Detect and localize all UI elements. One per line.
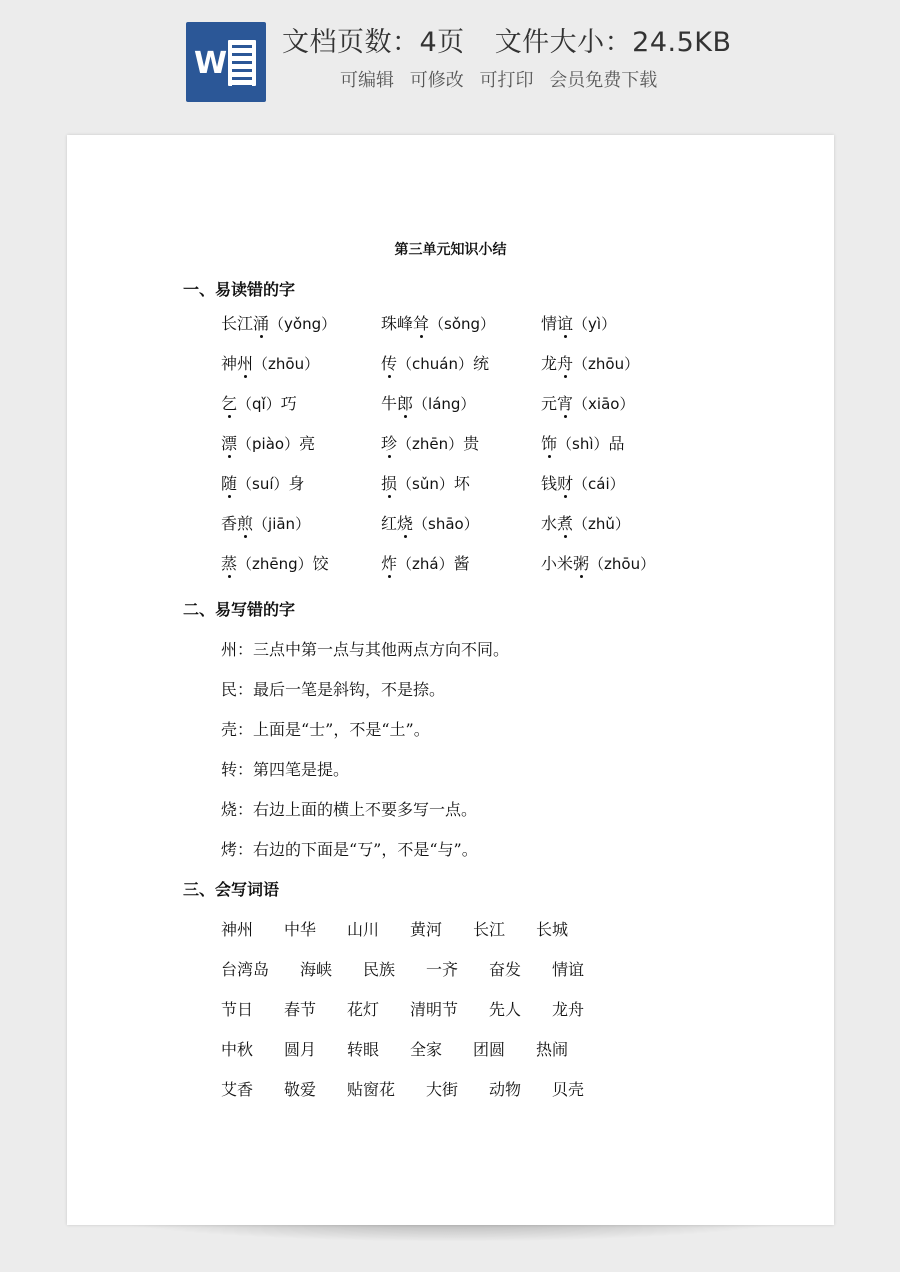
entry-prefix: 红 [381, 514, 398, 533]
pinyin-annotation: （cái） [573, 475, 625, 493]
vocabulary-word: 贴窗花 [347, 1080, 396, 1099]
misread-entry [221, 311, 336, 334]
vocabulary-word: 长城 [536, 920, 569, 939]
misread-entry [381, 311, 495, 334]
vocabulary-word: 中华 [284, 920, 317, 939]
misread-entry [221, 391, 297, 414]
pinyin-annotation: （sǔn） [397, 475, 454, 493]
vocabulary-word: 贝壳 [552, 1080, 585, 1099]
feature-editable: 可编辑 [340, 70, 394, 91]
misread-entry [381, 431, 479, 454]
pinyin-annotation: （zhēn） [397, 435, 464, 453]
document-page [67, 135, 834, 1225]
entry-suffix: 品 [608, 434, 625, 453]
dotted-character: 传 [381, 354, 398, 373]
vocabulary-word: 节日 [221, 1000, 254, 1019]
pinyin-annotation: （piào） [237, 435, 300, 453]
pinyin-annotation: （zhǔ） [573, 515, 630, 533]
miswritten-note: 州：三点中第一点与其他两点方向不同。 [221, 640, 510, 659]
misread-entry [381, 511, 479, 534]
document-info-header [0, 0, 900, 120]
vocabulary-word: 大街 [426, 1080, 459, 1099]
entry-prefix: 小米 [541, 554, 574, 573]
vocabulary-word: 神州 [221, 920, 254, 939]
vocabulary-word: 黄河 [410, 920, 443, 939]
misread-entry [221, 511, 310, 534]
misread-entry [381, 471, 470, 494]
misread-entry [541, 351, 639, 374]
pinyin-annotation: （jiān） [253, 515, 311, 533]
pinyin-annotation: （shāo） [413, 515, 479, 533]
vocabulary-word: 热闹 [536, 1040, 569, 1059]
pinyin-annotation: （zhōu） [573, 355, 640, 373]
misread-entry [541, 391, 634, 414]
misread-entry [221, 551, 329, 574]
vocabulary-word: 圆月 [284, 1040, 317, 1059]
misread-entry [541, 311, 616, 334]
entry-prefix: 水 [541, 514, 558, 533]
pinyin-annotation: （shì） [557, 435, 609, 453]
entry-prefix: 钱 [541, 474, 558, 493]
entry-suffix: 巧 [280, 394, 297, 413]
misread-entry [381, 351, 489, 374]
pinyin-annotation: （láng） [413, 395, 476, 413]
dotted-character: 财 [557, 474, 574, 493]
vocabulary-word: 花灯 [347, 1000, 380, 1019]
vocabulary-word: 龙舟 [552, 1000, 585, 1019]
vocabulary-word: 中秋 [221, 1040, 254, 1059]
misread-entry [541, 471, 625, 494]
entry-prefix: 珠峰 [381, 314, 414, 333]
vocabulary-word: 民族 [363, 960, 396, 979]
dotted-character: 郎 [397, 394, 414, 413]
pinyin-annotation: （zhōu） [253, 355, 320, 373]
vocabulary-word: 长江 [473, 920, 506, 939]
dotted-character: 漂 [221, 434, 238, 453]
dotted-character: 州 [237, 354, 254, 373]
dotted-character: 宵 [557, 394, 574, 413]
entry-suffix: 饺 [312, 554, 329, 573]
pinyin-annotation: （zhá） [397, 555, 454, 573]
misread-entry [541, 431, 625, 454]
entry-suffix: 身 [288, 474, 305, 493]
entry-suffix: 酱 [453, 554, 470, 573]
pinyin-annotation: （xiāo） [573, 395, 635, 413]
pinyin-annotation: （qǐ） [237, 395, 281, 413]
entry-suffix: 统 [472, 354, 489, 373]
dotted-character: 珍 [381, 434, 398, 453]
dotted-character: 乞 [221, 394, 238, 413]
dotted-character: 烧 [397, 514, 414, 533]
misread-entry [541, 511, 630, 534]
misread-entry [221, 431, 315, 454]
vocabulary-word: 情谊 [552, 960, 585, 979]
entry-prefix: 情 [541, 314, 558, 333]
dotted-character: 粥 [573, 554, 590, 573]
entry-prefix: 长江 [221, 314, 254, 333]
entry-prefix: 牛 [381, 394, 398, 413]
pinyin-annotation: （chuán） [397, 355, 473, 373]
pinyin-annotation: （yǒng） [269, 315, 337, 333]
dotted-character: 舟 [557, 354, 574, 373]
pinyin-annotation: （zhēng） [237, 555, 313, 573]
entry-suffix: 贵 [463, 434, 480, 453]
misread-entry [221, 471, 305, 494]
section-heading-words: 三、会写词语 [183, 880, 280, 899]
vocabulary-word: 台湾岛 [221, 960, 270, 979]
vocabulary-word: 春节 [284, 1000, 317, 1019]
vocabulary-word: 一齐 [426, 960, 459, 979]
dotted-character: 煮 [557, 514, 574, 533]
feature-modifiable: 可修改 [409, 70, 464, 91]
vocabulary-word: 全家 [410, 1040, 443, 1059]
dotted-character: 饰 [541, 434, 558, 453]
vocabulary-word: 先人 [489, 1000, 522, 1019]
document-title: 第三单元知识小结 [394, 242, 507, 258]
miswritten-note: 壳：上面是“士”，不是“土”。 [221, 720, 430, 739]
vocabulary-word: 清明节 [410, 1000, 459, 1019]
misread-entry [381, 551, 470, 574]
vocabulary-word: 奋发 [489, 960, 522, 979]
entry-prefix: 元 [541, 394, 558, 413]
entry-suffix: 亮 [299, 434, 316, 453]
vocabulary-word: 团圆 [473, 1040, 506, 1059]
misread-entry [221, 351, 319, 374]
dotted-character: 涌 [253, 314, 270, 333]
pinyin-annotation: （zhōu） [589, 555, 656, 573]
dotted-character: 炸 [381, 554, 398, 573]
entry-prefix: 香 [221, 514, 238, 533]
dotted-character: 煎 [237, 514, 254, 533]
miswritten-note: 烧：右边上面的横上不要多写一点。 [221, 800, 478, 819]
vocabulary-word: 动物 [489, 1080, 522, 1099]
vocabulary-word: 山川 [347, 920, 380, 939]
document-features [340, 66, 667, 92]
entry-prefix: 龙 [541, 354, 558, 373]
vocabulary-word: 海峡 [300, 960, 333, 979]
vocabulary-word: 转眼 [347, 1040, 380, 1059]
dotted-character: 随 [221, 474, 238, 493]
misread-entry [541, 551, 655, 574]
pinyin-annotation: （suí） [237, 475, 289, 493]
pinyin-annotation: （sǒng） [429, 315, 496, 333]
dotted-character: 损 [381, 474, 398, 493]
feature-member-download: 会员免费下载 [549, 70, 658, 91]
file-size-text: 文件大小：24.5KB [494, 27, 732, 58]
miswritten-note: 烤：右边的下面是“丂”，不是“与”。 [221, 840, 478, 859]
vocabulary-word: 艾香 [221, 1080, 254, 1099]
dotted-character: 谊 [557, 314, 574, 333]
document-meta [282, 20, 732, 59]
page-count-text: 文档页数：4页 [282, 27, 465, 58]
dotted-character: 耸 [413, 314, 430, 333]
vocabulary-word: 敬爱 [284, 1080, 317, 1099]
feature-printable: 可打印 [479, 70, 534, 91]
pinyin-annotation: （yì） [573, 315, 617, 333]
section-heading-misread: 一、易读错的字 [183, 280, 296, 299]
misread-entry [381, 391, 475, 414]
word-document-icon: W [186, 22, 266, 102]
section-heading-miswritten: 二、易写错的字 [183, 600, 296, 619]
miswritten-note: 民：最后一笔是斜钩，不是捺。 [221, 680, 446, 699]
miswritten-note: 转：第四笔是提。 [221, 760, 350, 779]
dotted-character: 蒸 [221, 554, 238, 573]
entry-prefix: 神 [221, 354, 238, 373]
entry-suffix: 坏 [453, 474, 470, 493]
